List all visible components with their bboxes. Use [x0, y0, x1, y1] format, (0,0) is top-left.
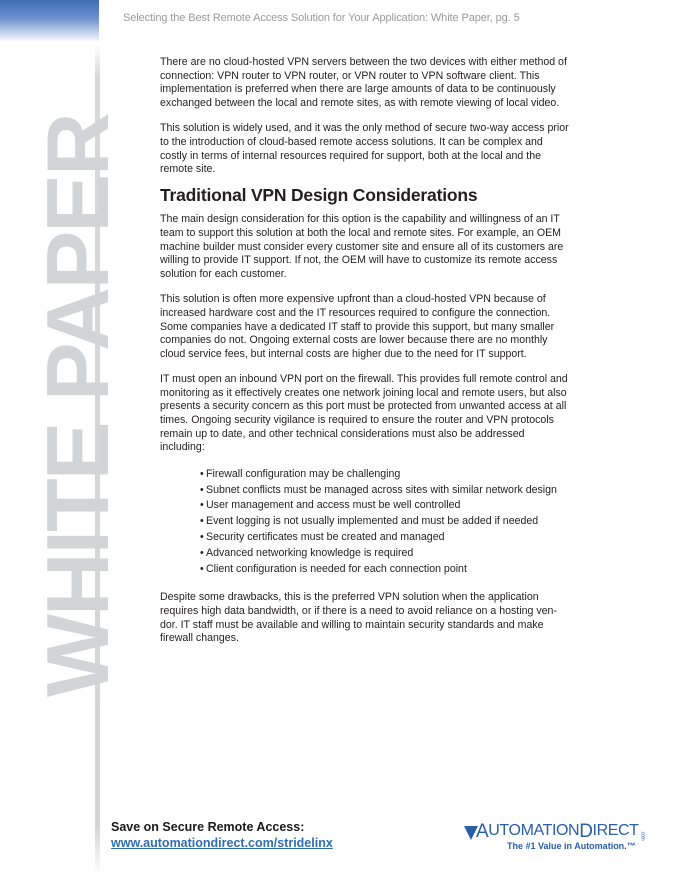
paragraph: IT must open an inbound VPN port on the firewall. This provides full remote control and monitoring as it effectively creates one network joining local and remote users, but also presents a security concern as this port must be protected from unwanted access at all times. Ongoing security vigilance is required to ensure the router and VPN protocols remain up to date, and other technical considerations must also be addressed including: — [160, 373, 568, 454]
bullet-icon: • — [200, 499, 204, 512]
section-heading: Traditional VPN Design Considerations — [160, 184, 478, 205]
cta-text: Save on Secure Remote Access: — [111, 820, 305, 834]
list-item: • Advanced networking knowledge is required — [200, 546, 572, 562]
header-accent-block — [0, 0, 99, 42]
paragraph: This solution is widely used, and it was the only method of secure two-way access prior to the introduction of cloud-based remote access solutions. It can be complex and costly in terms of internal resources required for support, both at the local and the remote site. — [160, 122, 569, 176]
list-item: • Subnet conflicts must be managed across sites with similar network design — [200, 483, 572, 499]
paragraph: The main design consideration for this option is the capability and willingness of an IT team to support this solution at both the local and remote sites. For example, an OEM machine builder must consider every customer site and ensure all of its customers are willing to provide IT support. If not, the OEM will have to customize its remote access solution for each customer. — [160, 213, 564, 280]
bullet-icon: • — [200, 515, 204, 528]
logo-tagline: The #1 Value in Automation.™ — [507, 841, 636, 851]
list-item: • User management and access must be well controlled — [200, 498, 572, 514]
stridelinx-link[interactable]: www.automationdirect.com/stridelinx — [111, 836, 333, 850]
logo-wordmark: A UTOMATION D IRECT .com — [464, 822, 646, 840]
list-item: • Firewall configuration may be challenging — [200, 467, 572, 483]
bullet-icon: • — [200, 531, 204, 544]
bullet-icon: • — [200, 562, 204, 575]
bullet-icon: • — [200, 467, 204, 480]
closing-paragraph: Despite some drawbacks, this is the preferred VPN solution when the application requires high data bandwidth, or if there is a need to avoid reliance on a hosting ven-dor. IT staff must be available and willing to maintain security standards and make firewall changes. — [160, 591, 557, 645]
sidebar-vertical-label: WHITE PAPER — [28, 114, 127, 697]
paragraph: This solution is often more expensive upfront than a cloud-hosted VPN because of increased hardware cost and the IT resources required to configure the connection. Some companies have a dedicated IT staff to provide this support, but many smaller companies do not. Ongoing external costs are lower because there are no monthly cloud service fees, but internal costs are higher due to the need for IT support. — [160, 293, 555, 360]
list-item: • Client configuration is needed for each connection point — [200, 562, 572, 578]
list-item: • Security certificates must be created and managed — [200, 530, 572, 546]
considerations-list — [160, 467, 572, 578]
bullet-icon: • — [200, 546, 204, 559]
paragraph: There are no cloud-hosted VPN servers between the two devices with either method of connection: VPN router to VPN router, or VPN router to VPN software client. This implementation is preferred when there are large amounts of data to be continuously exchanged between the local and remote sites, as with remote viewing of local video. — [160, 56, 567, 109]
automationdirect-logo[interactable] — [464, 822, 646, 851]
main-content — [160, 56, 572, 658]
list-item: • Event logging is not usually implemented and must be added if needed — [200, 514, 572, 530]
running-header: Selecting the Best Remote Access Solution for Your Application: White Paper, pg. 5 — [123, 12, 520, 24]
footer-cta — [111, 819, 333, 851]
bullet-icon: • — [200, 483, 204, 496]
